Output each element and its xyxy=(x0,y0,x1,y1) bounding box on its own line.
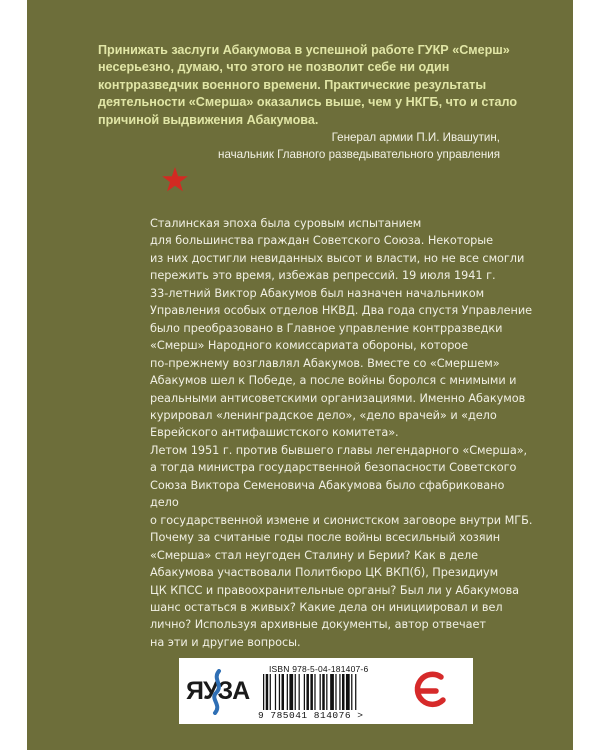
barcode-bar xyxy=(342,674,345,710)
barcode-bar xyxy=(289,674,293,710)
barcode-bar xyxy=(355,674,356,710)
barcode-icon xyxy=(263,674,385,710)
yauza-wave-icon xyxy=(210,669,226,715)
barcode-bar xyxy=(266,674,269,710)
barcode-bar xyxy=(314,674,315,710)
paragraph-3: Почему за считаные годы после войны всесильный хозяин «Смерша» стал неугоден Сталину и Берии? Как в деле Абакумова участвовали Политбюро ЦК ВКП(б), Президиум ЦК КПСС и правоохранительные органы? Был ли у Абакумова шанс остаться в живых? Какие дела он инициировал и вел лично? Используя архивные документы, автор отвечает на эти и другие вопросы. xyxy=(150,531,520,649)
barcode-bar xyxy=(270,674,271,710)
epigraph-quote xyxy=(98,42,528,129)
barcode-bar xyxy=(295,674,296,710)
paragraph-1: Сталинская эпоха была суровым испытанием для большинства граждан Советского Союза. Некоторые из них достигли невиданных высот и власти, но не все смогли пережить это время, избежав репрессий. 19 июля 1941 г. 33-летний Виктор Абакумов был назначен начальником Управления особых отделов НКВД. Два года спустя Управление было преобразовано в Главное управление контрразведки «Смерш» Народного комиссариата обороны, которое по-прежнему возглавлял Абакумов. Вместе со «Смершем» Абакумов шел к Победе, а после войны боролся с мнимыми и реальными антисоветскими организациями. Именно Абакумов курировал «ленинградское дело», «дело врачей» и «дело Еврейского антифашистского комитета». xyxy=(150,217,533,440)
barcode-bar xyxy=(339,674,340,710)
yauza-logo xyxy=(186,665,250,717)
book-back-cover xyxy=(27,0,573,750)
attribution-name: Генерал армии П.И. Ивашутин, xyxy=(331,131,500,144)
red-star-icon xyxy=(162,167,188,192)
attribution-title: начальник Главного разведывательного управления xyxy=(218,148,500,161)
barcode-bar xyxy=(351,674,352,710)
isbn-text: ISBN 978-5-04-181407-6 xyxy=(269,664,369,674)
barcode-bar xyxy=(335,674,336,710)
barcode-bar xyxy=(326,674,327,710)
barcode-bar xyxy=(330,674,334,710)
paragraph-2: Летом 1951 г. против бывшего главы легендарного «Смерша», а тогда министра государственной безопасности Советского Союза Виктора Семеновича Абакумова было сфабриковано дело о государственной измене и сионистском заговоре внутри МГБ. xyxy=(150,443,533,527)
barcode-bar xyxy=(279,674,280,710)
barcode-bar xyxy=(299,674,300,710)
quote-text: Принижать заслуги Абакумова в успешной работе ГУКР «Смерш» несерьезно, думаю, что этого не позволит себе ни один контрразведчик военного времени. Практические результаты деятельности «Смерша» оказались выше, чем у НКГБ, что и стало причиной выдвижения Абакумова. xyxy=(98,43,518,127)
quote-attribution xyxy=(100,129,500,163)
barcode-panel xyxy=(179,658,473,724)
annotation-text xyxy=(150,215,535,651)
barcode-digits: 9 785041 814076 > xyxy=(258,710,364,721)
barcode-bar xyxy=(306,674,309,710)
barcode-bar xyxy=(275,674,276,710)
star-shape xyxy=(162,167,188,191)
yauza-logo-text: ЯУЗА xyxy=(186,677,250,705)
barcode-bar xyxy=(304,674,305,710)
barcode-bar xyxy=(287,674,288,710)
barcode-bar xyxy=(310,674,313,710)
barcode-bar xyxy=(346,674,350,710)
barcode-bar xyxy=(282,674,285,710)
barcode-bar xyxy=(322,674,325,710)
barcode-bar xyxy=(320,674,321,710)
eksmo-logo-icon xyxy=(411,668,451,712)
barcode-bar xyxy=(263,674,264,710)
